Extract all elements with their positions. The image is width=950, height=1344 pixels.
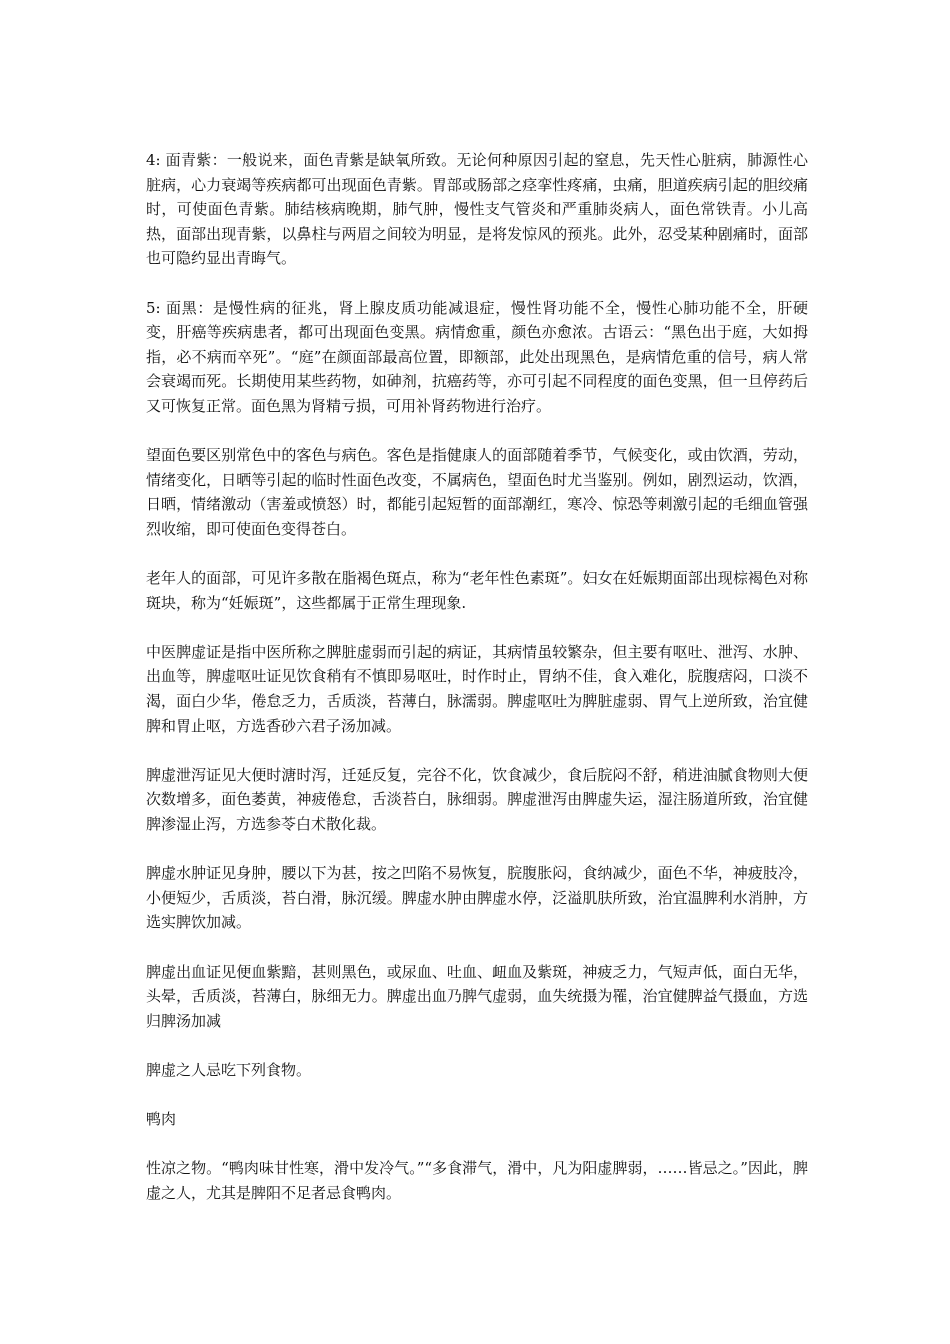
paragraph-spleen-deficiency-vomiting: 中医脾虚证是指中医所称之脾脏虚弱而引起的病证，其病情虽较繁杂，但主要有呕吐、泄泻、水肿、出血等，脾虚呕吐证见饮食稍有不慎即易呕吐，时作时止，胃纳不佳，食入难化，脘腹痞闷，口淡不渴，面白少华，倦怠乏力，舌质淡，苔薄白，脉濡弱。脾虚呕吐为脾脏虚弱、胃气上逆所致，治宜健脾和胃止呕，方选香砂六君子汤加减。 — [146, 642, 808, 735]
paragraph-guest-color: 望面色要区别常色中的客色与病色。客色是指健康人的面部随着季节，气候变化，或由饮酒，劳动，情绪变化，日晒等引起的临时性面色改变，不属病色，望面色时尤当鉴别。例如，剧烈运动，饮酒，日晒，情绪激动（害羞或愤怒）时，都能引起短暂的面部潮红，寒冷、惊恐等刺激引起的毛细血管强烈收缩，即可使面色变得苍白。 — [146, 446, 808, 538]
document-body — [146, 148, 808, 1230]
paragraph-spleen-deficiency-diarrhea: 脾虚泄泻证见大便时溏时泻，迁延反复，完谷不化，饮食减少，食后脘闷不舒，稍进油腻食物则大便次数增多，面色萎黄，神疲倦怠，舌淡苔白，脉细弱。脾虚泄泻由脾虚失运，湿注肠道所致，治宜健脾渗湿止泻，方选参苓白术散化裁。 — [146, 765, 808, 834]
paragraph-elderly-spots: 老年人的面部，可见许多散在脂褐色斑点，称为“老年性色素斑”。妇女在妊娠期面部出现棕褐色对称斑块，称为“妊娠斑”，这些都属于正常生理现象. — [146, 569, 808, 612]
paragraph-face-black: 5: 面黑：是慢性病的征兆，肾上腺皮质功能减退症，慢性肾功能不全，慢性心肺功能不全，肝硬变，肝癌等疾病患者，都可出现面色变黑。病情愈重，颜色亦愈浓。古语云：“黑色出于庭，大如拇指，必不病而卒死”。“庭”在颜面部最高位置，即额部，此处出现黑色，是病情危重的信号，病人常会衰竭而死。长期使用某些药物，如砷剂，抗癌药等，亦可引起不同程度的面色变黑，但一旦停药后又可恢复正常。面色黑为肾精亏损，可用补肾药物进行治疗。 — [146, 298, 808, 415]
paragraph-spleen-deficiency-edema: 脾虚水肿证见身肿，腰以下为甚，按之凹陷不易恢复，脘腹胀闷，食纳减少，面色不华，神疲肢冷，小便短少，舌质淡，苔白滑，脉沉缓。脾虚水肿由脾虚水停，泛溢肌肤所致，治宜温脾利水消肿，方选实脾饮加减。 — [146, 864, 808, 932]
heading-duck-meat: 鸭肉 — [146, 1110, 177, 1129]
paragraph-face-cyanosis: 4: 面青紫：一般说来，面色青紫是缺氧所致。无论何种原因引起的窒息，先天性心脏病，肺源性心脏病，心力衰竭等疾病都可出现面色青紫。胃部或肠部之痉挛性疼痛，虫痛，胆道疾病引起的胆绞痛时，可使面色青紫。肺结核病晚期，肺气肿，慢性支气管炎和严重肺炎病人，面色常铁青。小儿高热，面部出现青紫，以鼻柱与两眉之间较为明显，是将发惊风的预兆。此外，忍受某种剧痛时，面部也可隐约显出青晦气。 — [146, 151, 808, 268]
paragraph-spleen-deficiency-bleeding: 脾虚出血证见便血紫黯，甚则黑色，或尿血、吐血、衄血及紫斑，神疲乏力，气短声低，面白无华，头晕，舌质淡，苔薄白，脉细无力。脾虚出血乃脾气虚弱，血失统摄为罹，治宜健脾益气摄血，方选归脾汤加减 — [146, 962, 808, 1030]
paragraph-foods-to-avoid: 脾虚之人忌吃下列食物。 — [146, 1060, 312, 1079]
paragraph-duck-meat: 性凉之物。“鸭肉味甘性寒，滑中发冷气。”“多食滞气，滑中，凡为阳虚脾弱，……皆忌之。”因此，脾虚之人，尤其是脾阳不足者忌食鸭肉。 — [146, 1159, 808, 1202]
